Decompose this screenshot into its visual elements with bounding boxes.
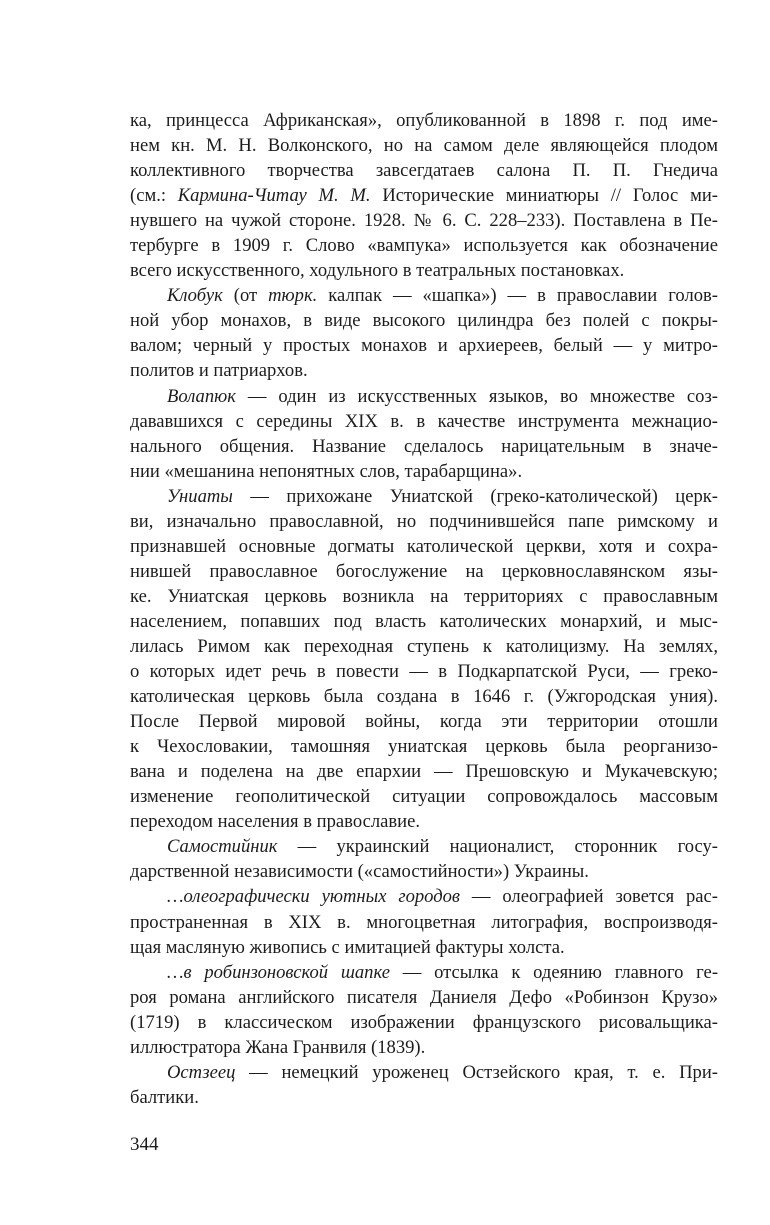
paragraph xyxy=(130,884,718,959)
italic-term: Волапюк xyxy=(167,385,236,407)
text-line: дававшихся с середины XIX в. в качестве инструмента межнацио- xyxy=(130,410,718,432)
text-line: о которых идет речь в повести — в Подкарпатской Руси, — греко- xyxy=(130,661,718,683)
text-line: переходом населения в православие. xyxy=(130,811,421,833)
text-line xyxy=(130,960,718,985)
italic-term: Остзеец xyxy=(167,1061,236,1083)
text-segment: — отсылка к одеянию главного ге- xyxy=(389,961,718,983)
text-line: роя романа английского писателя Даниеля Дефо «Робинзон Крузо» xyxy=(130,986,718,1008)
text-line: ной убор монахов, в виде высокого цилиндра без полей с покры- xyxy=(130,310,718,332)
italic-term: Униаты xyxy=(167,485,233,507)
text-line: иллюстратора Жана Гранвиля (1839). xyxy=(130,1036,426,1058)
text-line xyxy=(130,884,718,909)
text-line: пространенная в XIX в. многоцветная литография, воспроизводя- xyxy=(130,911,718,933)
text-segment: (от xyxy=(222,285,269,307)
italic-term: …в робинзоновской шапке xyxy=(167,961,390,983)
text-line xyxy=(130,283,718,308)
text-line: изменение геополитической ситуации сопровождалось массовым xyxy=(130,786,718,808)
text-line xyxy=(130,384,718,409)
italic-term: Клобук xyxy=(167,285,223,307)
text-line: нального общения. Название сделалось нарицательным в значе- xyxy=(130,435,718,457)
text-line xyxy=(130,484,718,509)
text-line: валом; черный у простых монахов и архиереев, белый — у митро- xyxy=(130,335,718,357)
italic-term: …олеографически уютных городов xyxy=(167,886,461,908)
text-line: нем кн. М. Н. Волконского, но на самом деле являющейся плодом xyxy=(130,135,718,157)
text-line: политов и патриархов. xyxy=(130,360,308,382)
text-segment: — прихожане Униатской (греко-католической) церк- xyxy=(232,485,718,507)
text-line: балтики. xyxy=(130,1086,199,1108)
italic-term: тюрк. xyxy=(268,285,318,307)
paragraph xyxy=(130,484,718,835)
text-line xyxy=(130,1060,718,1085)
text-line: ке. Униатская церковь возникла на территориях с православным xyxy=(130,585,718,607)
text-line: к Чехословакии, тамошняя униатская церковь была реорганизо- xyxy=(130,736,718,758)
text-line: всего искусственного, ходульного в театральных постановках. xyxy=(130,260,625,282)
italic-term: Кармина-Читау М. М. xyxy=(177,185,371,207)
text-line: нии «мешанина непонятных слов, тарабарщина». xyxy=(130,460,523,482)
text-segment: Исторические миниатюры // Голос ми- xyxy=(370,185,718,207)
text-line: ка, принцесса Африканская», опубликованной в 1898 г. под име- xyxy=(130,110,718,131)
text-line: тербурге в 1909 г. Слово «вампука» используется как обозначение xyxy=(130,235,718,257)
text-segment: — немецкий уроженец Остзейского края, т. е. При- xyxy=(235,1061,718,1083)
page-number: 344 xyxy=(130,1134,159,1155)
text-segment: — один из искусственных языков, во множестве соз- xyxy=(235,385,718,407)
text-line: щая масляную живопись с имитацией фактуры холста. xyxy=(130,936,565,958)
italic-term: Самостийник xyxy=(167,836,278,858)
text-line: нившей православное богослужение на церковнославянском язы- xyxy=(130,560,718,582)
text-line: ви, изначально православной, но подчинившейся папе римскому и xyxy=(130,510,718,532)
text-segment: калпак — «шапка») — в православии голов- xyxy=(317,285,718,307)
text-line: населением, попавших под власть католических монархий, и мыс- xyxy=(130,610,718,632)
page-body-text xyxy=(130,108,718,1110)
text-line: После Первой мировой войны, когда эти территории отошли xyxy=(130,711,718,733)
text-line: вана и поделена на две епархии — Прешовскую и Мукачевскую; xyxy=(130,761,718,783)
text-line: (1719) в классическом изображении французского рисовальщика- xyxy=(130,1011,718,1033)
paragraph xyxy=(130,283,718,383)
text-segment: — украинский националист, сторонник госу- xyxy=(277,836,718,858)
text-line xyxy=(130,834,718,859)
text-line: коллективного творчества завсегдатаев салона П. П. Гнедича xyxy=(130,160,718,182)
text-segment: (см.: xyxy=(130,185,178,207)
text-line: католическая церковь была создана в 1646 г. (Ужгородская уния). xyxy=(130,686,718,708)
text-segment: — олеографией зовется рас- xyxy=(460,886,718,908)
paragraph xyxy=(130,834,718,884)
paragraph xyxy=(130,960,718,1060)
text-line: дарственной независимости («самостийности») Украины. xyxy=(130,861,589,883)
text-line: лилась Римом как переходная ступень к католицизму. На землях, xyxy=(130,635,718,657)
paragraph xyxy=(130,1060,718,1110)
text-line: признавшей основные догматы католической церкви, хотя и сохра- xyxy=(130,535,718,557)
text-line xyxy=(130,183,718,208)
paragraph xyxy=(130,384,718,484)
paragraph xyxy=(130,108,718,283)
text-line: нувшего на чужой стороне. 1928. № 6. С. 228–233). Поставлена в Пе- xyxy=(130,210,718,232)
